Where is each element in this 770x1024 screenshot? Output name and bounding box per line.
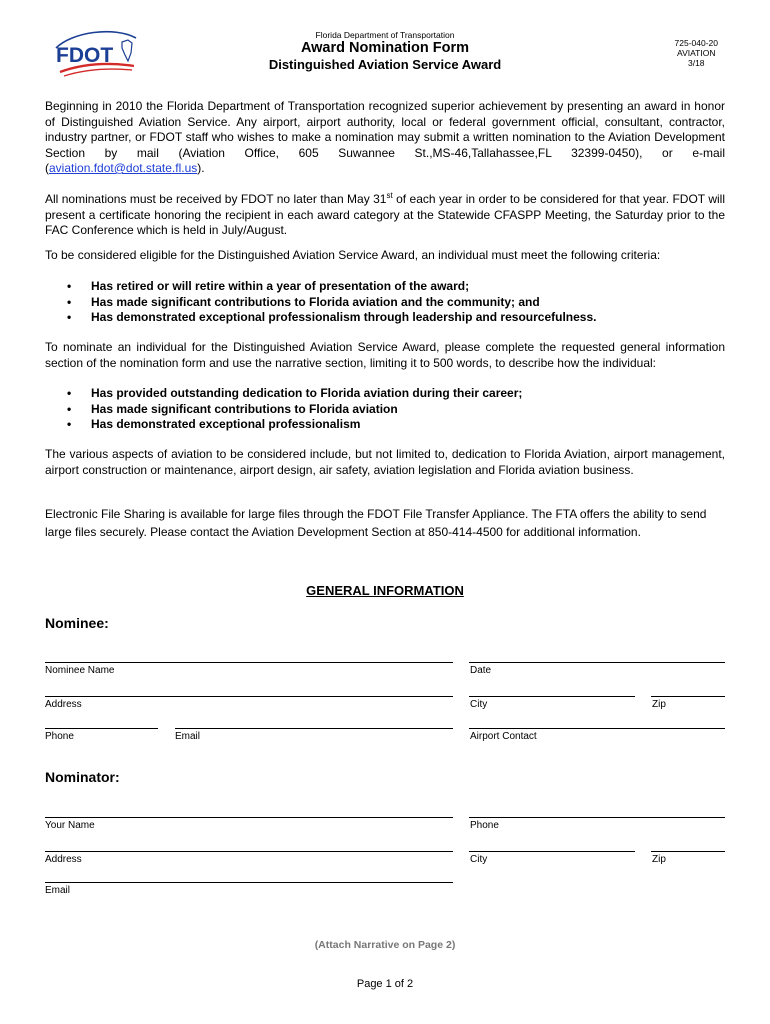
nominator-address-label: Address — [45, 854, 82, 865]
aspects-paragraph: The various aspects of aviation to be considered include, but not limited to, dedication to Florida Aviation, airport management, airport construction or maintenance, airport design, air safety, aviation legislation and Florida aviation business. — [45, 447, 725, 477]
nominee-name-field[interactable] — [45, 662, 453, 663]
nominee-date-field[interactable] — [469, 662, 725, 663]
list-item — [45, 279, 725, 295]
nominator-phone-label: Phone — [470, 820, 499, 831]
deadline-paragraph — [45, 188, 725, 239]
criteria-text: Has made significant contributions to Florida aviation and the community; and — [91, 294, 540, 309]
nominee-name-label: Nominee Name — [45, 665, 115, 676]
email-link[interactable]: aviation.fdot@dot.state.fl.us — [49, 161, 198, 175]
criteria-list — [45, 279, 725, 326]
nominee-phone-label: Phone — [45, 731, 74, 742]
nominee-zip-field[interactable] — [651, 696, 725, 697]
nominator-zip-field[interactable] — [651, 851, 725, 852]
form-number: 725-040-20 — [674, 38, 718, 48]
intro-text: Beginning in 2010 the Florida Department of Transportation recognized superior achievement by presenting an award in honor of Distinguished Aviation Service. Any airport, airport authority, local or federal government official, consultant, contractor, industry partner, or FDOT staff who wishes to make a nomination may submit a written nomination to the Aviation Development Section by mail (Aviation Office, 605 Suwannee St.,MS-46,Tallahassee,FL 32399-0450), or e-mail ( — [45, 99, 725, 175]
form-title: Award Nomination Form — [300, 40, 470, 56]
intro-close: ). — [197, 161, 205, 175]
bullet-icon: • — [67, 386, 72, 400]
nominator-email-label: Email — [45, 885, 71, 896]
nominator-heading: Nominator: — [45, 769, 120, 785]
nominee-city-label: City — [470, 699, 488, 710]
nominee-airport-contact-field[interactable] — [469, 728, 725, 729]
nominator-address-field[interactable] — [45, 851, 453, 852]
nominee-address-field[interactable] — [45, 696, 453, 697]
narrative-text: Has provided outstanding dedication to Florida aviation during their career; — [91, 386, 523, 400]
logo-text: FDOT — [56, 44, 114, 67]
nominee-airport-contact-label: Airport Contact — [470, 731, 537, 742]
eligibility-intro: To be considered eligible for the Distinguished Aviation Service Award, an individual must meet the following criteria: — [45, 248, 661, 262]
list-item — [45, 417, 725, 433]
nominator-city-label: City — [470, 854, 488, 865]
bullet-icon: • — [67, 417, 72, 431]
nominee-zip-label: Zip — [652, 699, 666, 710]
nominee-heading: Nominee: — [45, 615, 109, 631]
nominator-city-field[interactable] — [469, 851, 635, 852]
deadline-text-b: of each year in order to be considered for that year. FDOT will present a certificate honoring the recipient in each award category at the Statewide CFASPP Meeting, the Saturday prior to the FAC Conference which is held in July/August. — [45, 192, 725, 237]
list-item — [45, 402, 725, 418]
form-date: 3/18 — [687, 58, 705, 68]
deadline-sup: st — [386, 191, 393, 200]
intro-paragraph — [45, 99, 725, 177]
form-subtitle: Distinguished Aviation Service Award — [268, 57, 502, 72]
narrative-points-list — [45, 386, 725, 433]
nominee-email-label: Email — [175, 731, 201, 742]
narrative-text: Has made significant contributions to Florida aviation — [91, 401, 398, 416]
nominee-address-label: Address — [45, 699, 82, 710]
page-number: Page 1 of 2 — [356, 978, 414, 990]
nominator-phone-field[interactable] — [469, 817, 725, 818]
bullet-icon: • — [67, 310, 72, 324]
nominator-email-field[interactable] — [45, 882, 453, 883]
criteria-text: Has retired or will retire within a year of presentation of the award; — [91, 279, 470, 293]
attach-narrative-note: (Attach Narrative on Page 2) — [314, 939, 456, 951]
bullet-icon: • — [67, 279, 72, 293]
nominee-phone-field[interactable] — [45, 728, 158, 729]
file-sharing-paragraph: Electronic File Sharing is available for large files through the FDOT File Transfer Appliance. The FTA offers the ability to send large files securely. Please contact the Aviation Development Section at 850-414-4500 for additional information. — [45, 507, 707, 539]
nominee-email-field[interactable] — [175, 728, 453, 729]
bullet-icon: • — [67, 294, 72, 309]
general-info-heading: GENERAL INFORMATION — [306, 583, 464, 598]
department-name: Florida Department of Transportation — [315, 30, 455, 40]
bullet-icon: • — [67, 401, 72, 416]
nominee-date-label: Date — [470, 665, 492, 676]
nominator-zip-label: Zip — [652, 854, 666, 865]
deadline-text-a: All nominations must be received by FDOT no later than May 31 — [45, 192, 387, 206]
list-item — [45, 310, 725, 326]
nominate-intro: To nominate an individual for the Distinguished Aviation Service Award, please complete the requested general information section of the nomination form and use the narrative section, limiting it to 500 words, to describe how the individual: — [45, 340, 725, 370]
list-item — [45, 295, 725, 311]
form-office: AVIATION — [677, 48, 716, 58]
nominator-name-field[interactable] — [45, 817, 453, 818]
narrative-text: Has demonstrated exceptional professionalism — [91, 417, 361, 431]
nominee-city-field[interactable] — [469, 696, 635, 697]
form-number-block — [675, 38, 718, 68]
criteria-text: Has demonstrated exceptional professionalism through leadership and resourcefulness. — [91, 310, 597, 324]
nominator-name-label: Your Name — [45, 820, 95, 831]
list-item — [45, 386, 725, 402]
